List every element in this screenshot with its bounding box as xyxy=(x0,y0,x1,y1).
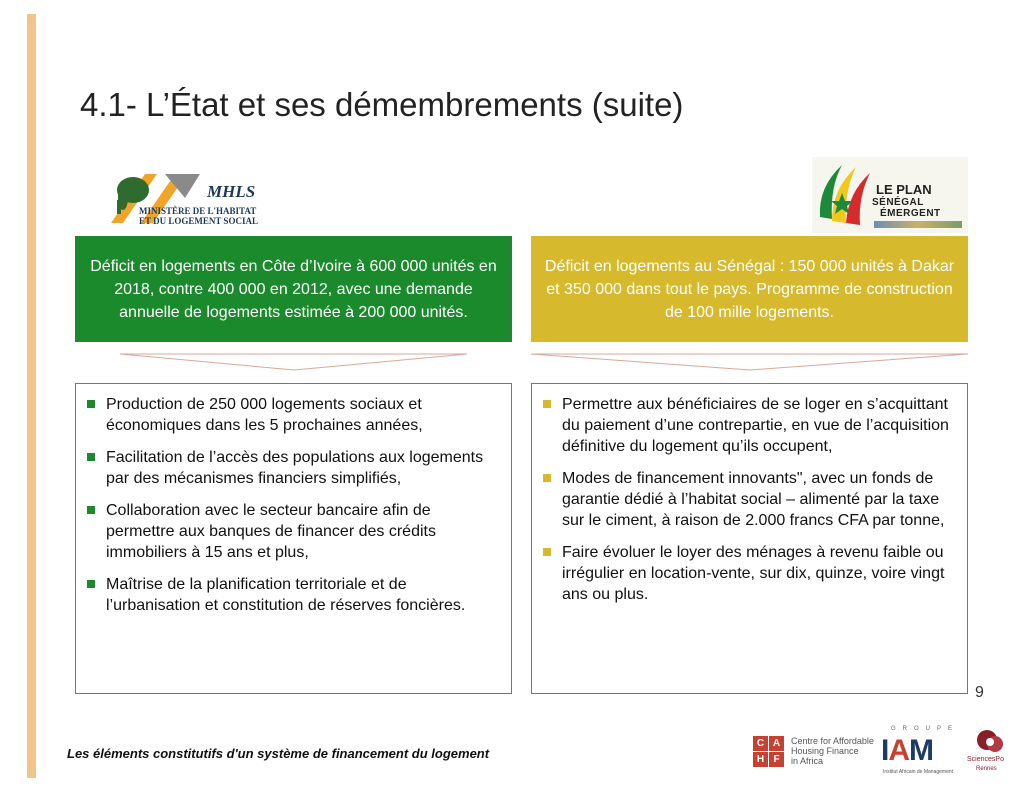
list-item xyxy=(87,394,501,436)
list-item xyxy=(543,468,957,531)
list-item xyxy=(87,447,501,489)
plan-strip xyxy=(874,221,962,228)
cahf-letter-grid xyxy=(753,736,784,767)
cahf-line1: Centre for Affordable xyxy=(791,736,874,746)
cote-divoire-measures-list xyxy=(76,384,511,616)
footer-text: Les éléments constitutifs d'un système de financement du logement xyxy=(67,746,490,761)
plan-title: LE PLAN xyxy=(876,182,932,197)
square-bullet-icon xyxy=(543,548,551,556)
iam-mark xyxy=(881,734,933,768)
cahf-letter: A xyxy=(769,736,784,751)
sciencespo-emblem-icon xyxy=(975,728,1005,756)
list-item xyxy=(543,394,957,457)
list-item-text: Permettre aux bénéficiaires de se loger en s’acquittant du paiement d’une contrepartie, en vue de l’acquisition définitive du logement qu’ils occupent, xyxy=(562,396,949,455)
cote-divoire-deficit-banner xyxy=(75,236,512,342)
plan-line1: SÉNÉGAL xyxy=(872,197,924,208)
cahf-logo xyxy=(753,736,874,767)
square-bullet-icon xyxy=(87,400,95,408)
left-chevron-divider xyxy=(75,350,512,374)
square-bullet-icon xyxy=(87,580,95,588)
list-item-text: Facilitation de l’accès des populations aux logements par des mécanismes financiers simplifiés, xyxy=(106,449,484,487)
mhls-logo xyxy=(105,168,280,230)
cahf-letter: H xyxy=(753,752,768,767)
list-item xyxy=(543,542,957,605)
list-item-text: Production de 250 000 logements sociaux et économiques dans les 5 prochaines années, xyxy=(106,396,423,434)
cahf-text xyxy=(791,736,874,766)
senegal-measures-list xyxy=(532,384,967,605)
list-item-text: Faire évoluer le loyer des ménages à revenu faible ou irrégulier en location-vente, sur dix, quinze, voire vingt ans ou plus. xyxy=(562,544,945,603)
right-chevron-divider xyxy=(531,350,968,374)
list-item xyxy=(87,500,501,563)
list-item xyxy=(87,574,501,616)
mhls-name: MHLS xyxy=(207,182,256,201)
mhls-line2: ET DU LOGEMENT SOCIAL xyxy=(139,216,258,226)
sciencespo-logo xyxy=(967,728,1012,778)
plan-line2: ÉMERGENT xyxy=(880,208,941,219)
sciencespo-city: Rennes xyxy=(976,766,997,772)
list-item-text: Maîtrise de la planification territoriale et de l’urbanisation et constitution de réserves foncières. xyxy=(106,576,466,614)
senegal-banner-text: Déficit en logements au Sénégal : 150 000 unités à Dakar et 350 000 dans tout le pays. Programme de construction de 100 mille logements. xyxy=(544,257,955,321)
cahf-letter: F xyxy=(769,752,784,767)
square-bullet-icon xyxy=(87,453,95,461)
iam-logo xyxy=(881,726,961,778)
page-number: 9 xyxy=(975,684,984,701)
square-bullet-icon xyxy=(543,474,551,482)
mhls-subtitle xyxy=(139,206,258,226)
plan-senegal-logo xyxy=(812,157,968,233)
cote-divoire-measures-box xyxy=(75,383,512,694)
sciencespo-name: SciencesPo xyxy=(967,756,1004,763)
iam-subtitle: Institut Africain de Management xyxy=(883,769,954,775)
cahf-letter: C xyxy=(753,736,768,751)
mhls-line1: MINISTÈRE DE L'HABITAT xyxy=(139,206,257,216)
iam-groupe: GROUPE xyxy=(891,726,960,732)
accent-bar xyxy=(27,14,36,778)
senegal-deficit-banner xyxy=(531,236,968,342)
senegal-measures-box xyxy=(531,383,968,694)
list-item-text: Modes de financement innovants", avec un fonds de garantie dédié à l’habitat social – alimenté par la taxe sur le ciment, à raison de 2.000 francs CFA par tonne, xyxy=(562,470,945,529)
iam-mark-right: M xyxy=(909,734,934,767)
flag-swoosh-icon xyxy=(812,157,872,233)
square-bullet-icon xyxy=(543,400,551,408)
cahf-line2: Housing Finance xyxy=(791,746,859,756)
iam-mark-mid: A xyxy=(888,734,910,767)
iam-mark-left: I xyxy=(881,734,889,767)
cahf-line3: in Africa xyxy=(791,756,824,766)
list-item-text: Collaboration avec le secteur bancaire afin de permettre aux banques de financer des crédits immobiliers à 15 ans et plus, xyxy=(106,502,436,561)
slide-title: 4.1- L’État et ses démembrements (suite) xyxy=(80,86,684,123)
cote-divoire-banner-text: Déficit en logements en Côte d’Ivoire à 600 000 unités en 2018, contre 400 000 en 2012, avec une demande annuelle de logements estimée à 200 000 unités. xyxy=(90,257,497,321)
square-bullet-icon xyxy=(87,506,95,514)
